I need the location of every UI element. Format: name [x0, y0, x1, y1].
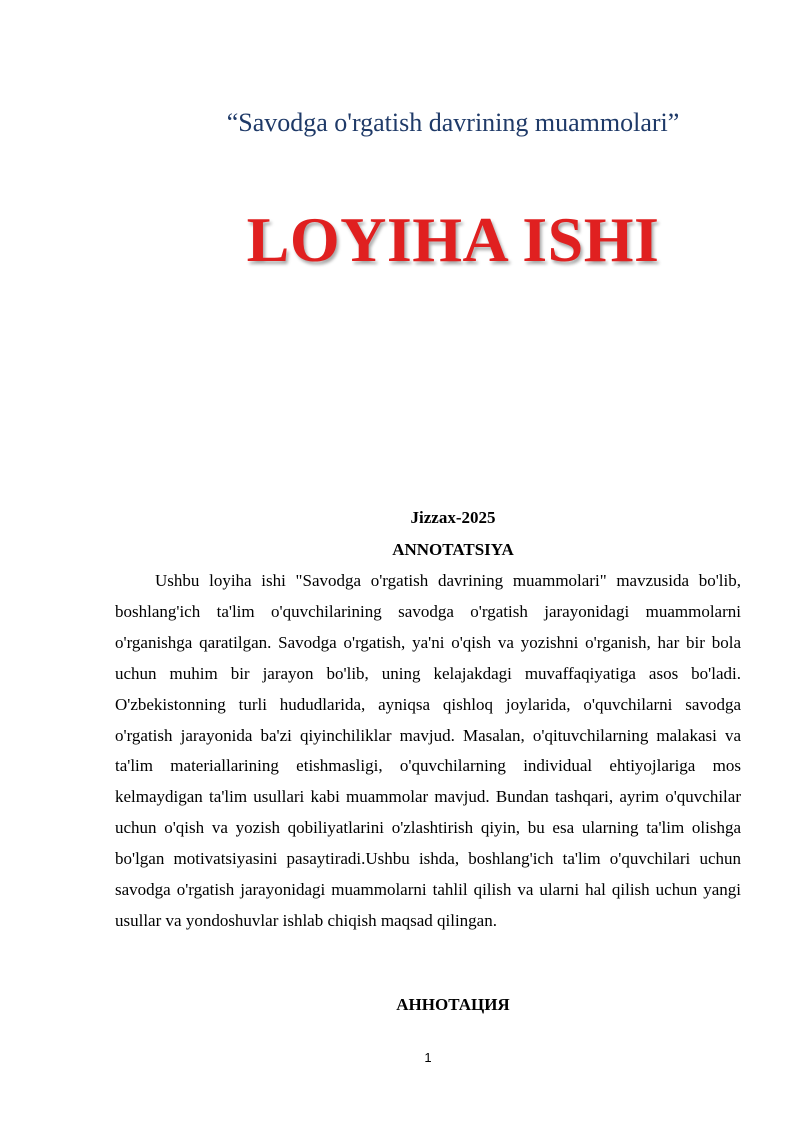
annotation-heading: ANNOTATSIYA [392, 540, 514, 559]
document-subtitle: “Savodga o'rgatish davrining muammolari” [226, 108, 680, 137]
annotation-paragraph: Ushbu loyiha ishi "Savodga o'rgatish davrining muammolari" mavzusida bo'lib, boshlang'ich ta'lim o'quvchilarining savodga o'rgatish jarayonidagi muammolarni o'rganishga qaratilgan. Savodga o'rgatish, ya'ni o'qish va yozishni o'rganish, har bir bola uchun muhim bir jarayon bo'lib, uning kelajakdagi muvaffaqiyatiga asos bo'ladi. O'zbekistonning turli hududlarida, ayniqsa qishloq joylarida, o'quvchilarni savodga o'rgatish jarayonida ba'zi qiyinchiliklar mavjud. Masalan, o'qituvchilarning malakasi va ta'lim materiallarining etishmasligi, o'quvchilarning individual ehtiyojlariga mos kelmaydigan ta'lim usullari kabi muammolar mavjud. Bundan tashqari, ayrim o'quvchilar uchun o'qish va yozish qobiliyatlarini o'zlashtirish qiyin, bu esa ularning ta'lim olishga bo'lgan motivatsiyasini pasaytiradi.Ushbu ishda, boshlang'ich ta'lim o'quvchilari uchun savodga o'rgatish jarayonidagi muammolarni tahlil qilish va ularni hal qilish uchun yangi usullar va yondoshuvlar ishlab chiqish maqsad qilingan. [115, 571, 741, 930]
page-number: 1 [424, 1050, 432, 1065]
place-and-year: Jizzax-2025 [410, 508, 496, 527]
document-main-title: LOYIHA ISHI [246, 204, 660, 275]
annotation-ru-heading: АННОТАЦИЯ [396, 995, 510, 1014]
